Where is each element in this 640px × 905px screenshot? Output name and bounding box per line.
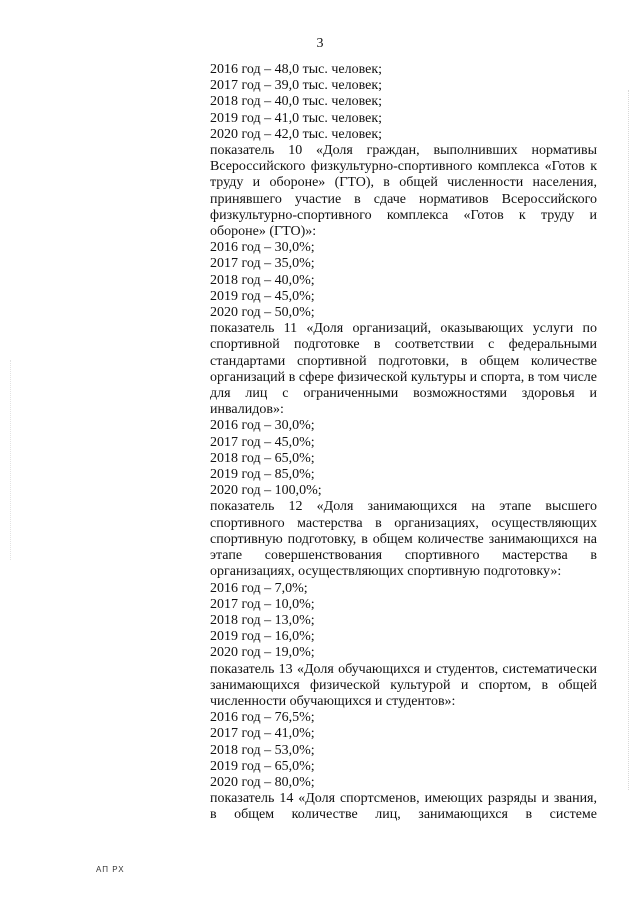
indicator-11-block: [210, 321, 597, 499]
value-line: 2016 год – 7,0%;: [210, 580, 308, 596]
value-line: 2019 год – 45,0%;: [210, 288, 315, 304]
indicator-12-text: показатель 12 «Доля занимающихся на этапе высшего спортивного мастерства в организациях, осуществляющих спортивную подготовку, в общем количестве занимающихся на этапе совершенствования спортивного мастерства в организациях, осуществляющих спортивную подготовку»:: [210, 499, 597, 580]
value-line: 2019 год – 41,0 тыс. человек;: [210, 110, 383, 126]
value-line: 2020 год – 19,0%;: [210, 645, 315, 661]
indicator-13-text: показатель 13 «Доля обучающихся и студентов, систематически занимающихся физической культурой и спортом, в общей численности обучающихся и студентов»:: [210, 661, 597, 709]
value-line: 2019 год – 85,0%;: [210, 467, 315, 483]
value-line: 2019 год – 16,0%;: [210, 629, 315, 645]
document-body: [210, 62, 597, 824]
value-line: 2018 год – 53,0%;: [210, 742, 315, 758]
value-line: 2018 год – 40,0%;: [210, 272, 315, 288]
indicator-14-block: [210, 791, 597, 823]
value-line: 2017 год – 10,0%;: [210, 596, 315, 612]
value-line: 2017 год – 39,0 тыс. человек;: [210, 78, 383, 94]
value-line: 2017 год – 45,0%;: [210, 434, 315, 450]
value-line: 2020 год – 80,0%;: [210, 774, 315, 790]
indicator-12-block: [210, 499, 597, 661]
indicator-10-text: показатель 10 «Доля граждан, выполнивших нормативы Всероссийского физкультурно-спортивного комплекса «Готов к труду и обороне» (ГТО), в общей численности населения, принявшего участие в сдаче нормативов Всероссийского физкультурно-спортивного комплекса «Готов к труду и обороне» (ГТО)»:: [210, 143, 597, 240]
value-line: 2018 год – 65,0%;: [210, 450, 315, 466]
value-line: 2016 год – 76,5%;: [210, 710, 315, 726]
value-line: 2016 год – 48,0 тыс. человек;: [210, 62, 383, 77]
value-line: 2017 год – 41,0%;: [210, 726, 315, 742]
value-line: 2018 год – 40,0 тыс. человек;: [210, 94, 383, 110]
value-line: 2020 год – 42,0 тыс. человек;: [210, 126, 383, 142]
value-line: 2020 год – 50,0%;: [210, 305, 315, 321]
value-line: 2019 год – 65,0%;: [210, 758, 315, 774]
footer-code: АП РХ: [96, 865, 125, 874]
indicator-11-text: показатель 11 «Доля организаций, оказывающих услуги по спортивной подготовке в соответствии с федеральными стандартами спортивной подготовки, в общем количестве организаций в сфере физической культуры и спорта, в том числе для лиц с ограниченными возможностями здоровья и инвалидов»:: [210, 321, 597, 418]
value-line: 2018 год – 13,0%;: [210, 612, 315, 628]
lead-values-block: [210, 62, 597, 143]
page-number: 3: [316, 36, 324, 51]
value-line: 2020 год – 100,0%;: [210, 483, 322, 499]
indicator-13-block: [210, 662, 597, 792]
left-edge-scan-marks: [10, 360, 13, 560]
indicator-10-block: [210, 143, 597, 321]
value-line: 2016 год – 30,0%;: [210, 240, 315, 256]
indicator-14-text: показатель 14 «Доля спортсменов, имеющих разряды и звания, в общем количестве лиц, занимающихся в системе: [210, 791, 597, 823]
right-edge-scan-marks: [628, 90, 631, 790]
value-line: 2016 год – 30,0%;: [210, 418, 315, 434]
value-line: 2017 год – 35,0%;: [210, 256, 315, 272]
